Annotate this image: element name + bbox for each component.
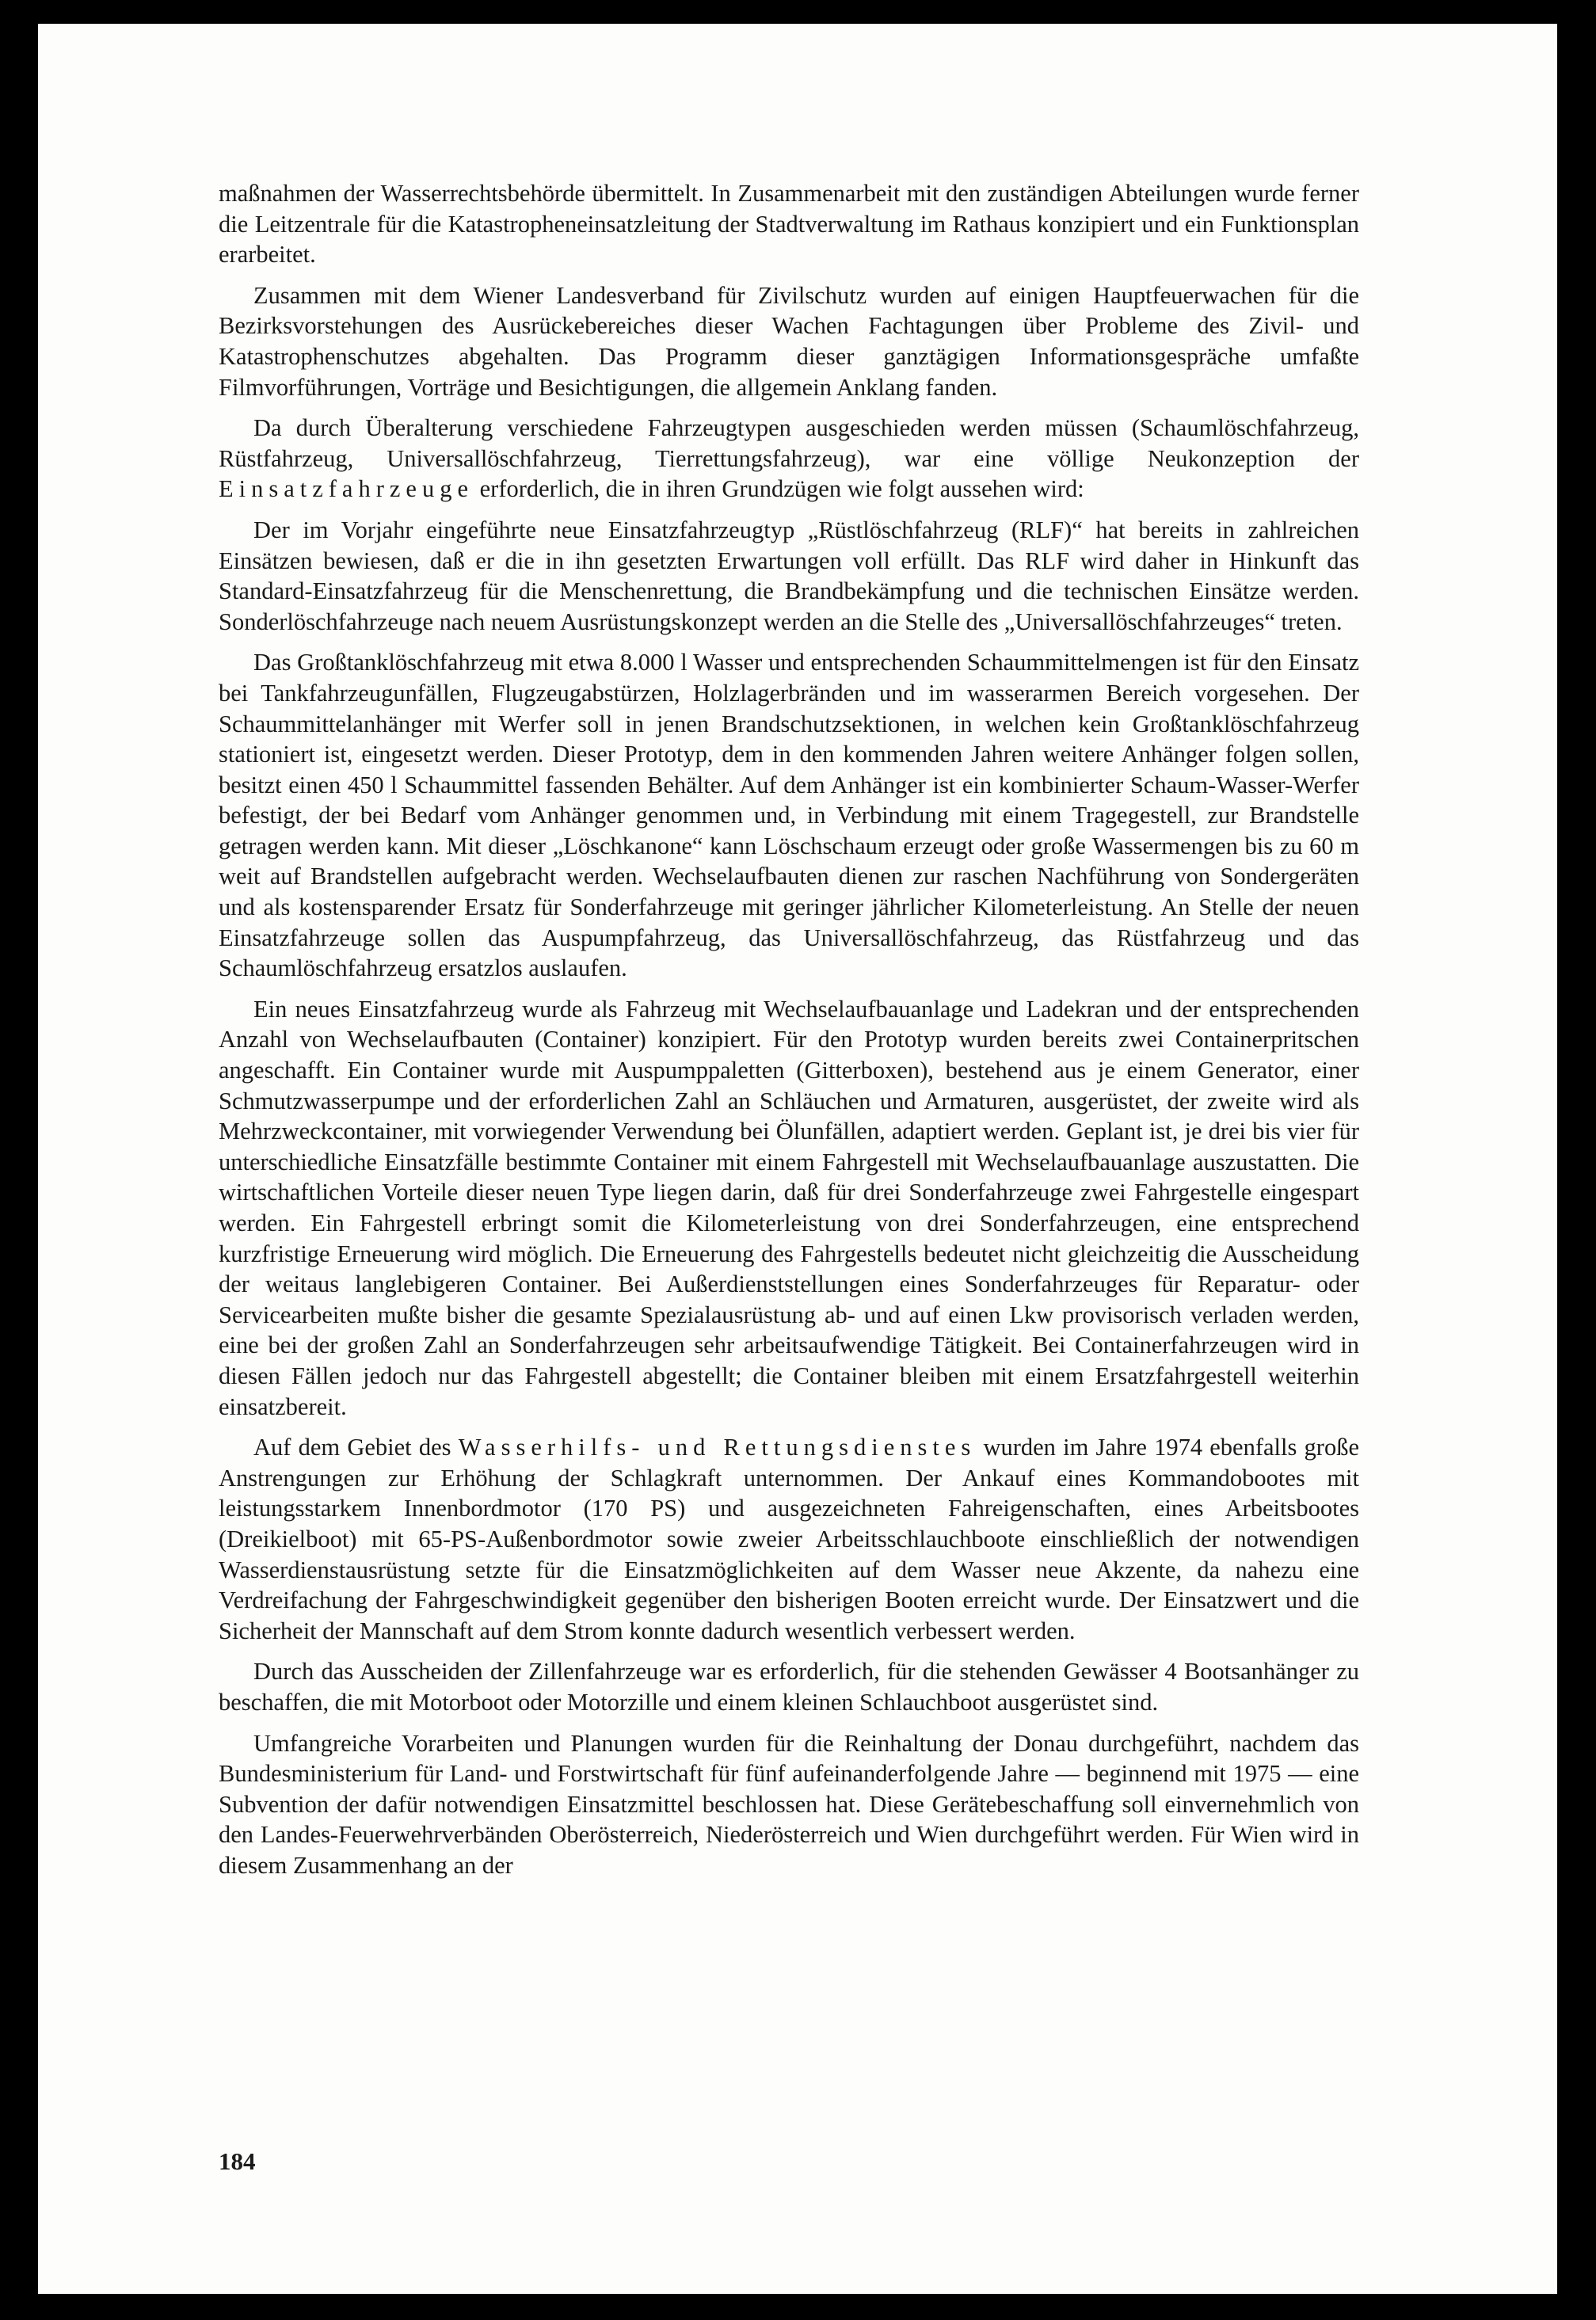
document-page [38,24,1557,2294]
text-run: erforderlich, die in ihren Grundzügen wie folgt aussehen wird: [474,475,1084,503]
text-run: Der im Vorjahr eingeführte neue Einsatzfahrzeugtyp „Rüstlöschfahrzeug (RLF)“ hat bereits in zahlreichen Einsätzen bewiesen, daß er die in ihn gesetzten Erwartungen voll erfüllt. Das RLF wird daher in Hinkunft das Standard-Einsatzfahrzeug für die Menschenrettung, die Brandbekämpfung und die technischen Einsätze werden. Sonderlöschfahrzeuge nach neuem Ausrüstungskonzept werden an die Stelle des „Universallöschfahrzeuges“ treten. [219,516,1359,635]
paragraph [219,1432,1359,1646]
spaced-emphasis: Einsatzfahrzeuge [219,475,474,503]
text-run: Das Großtanklöschfahrzeug mit etwa 8.000 l Wasser und entsprechenden Schaummittelmengen ist für den Einsatz bei Tankfahrzeugunfällen, Flugzeugabstürzen, Holzlagerbränden und im wasserarmen Bereich vorgesehen. Der Schaummittelanhänger mit Werfer soll in jenen Brandschutzsektionen, in welchen kein Großtanklöschfahrzeug stationiert ist, eingesetzt werden. Dieser Prototyp, dem in den kommenden Jahren weitere Anhänger folgen sollen, besitzt einen 450 l Schaummittel fassenden Behälter. Auf dem Anhänger ist ein kombinierter Schaum-Wasser-Werfer befestigt, der bei Bedarf vom Anhänger genommen und, in Verbindung mit einem Tragegestell, zur Brandstelle getragen werden kann. Mit dieser „Löschkanone“ kann Löschschaum erzeugt oder große Wassermengen bis zu 60 m weit auf Brandstellen aufgebracht werden. Wechselaufbauten dienen zur raschen Nachführung von Sondergeräten und als kostensparender Ersatz für Sonderfahrzeuge mit geringer jährlicher Kilometerleistung. An Stelle der neuen Einsatzfahrzeuge sollen das Auspumpfahrzeug, das Universallöschfahrzeug, das Rüstfahrzeug und das Schaumlöschfahrzeug ersatzlos auslaufen. [219,649,1359,982]
paragraph [219,1728,1359,1881]
text-run: Da durch Überalterung verschiedene Fahrzeugtypen ausgeschieden werden müssen (Schaumlöschfahrzeug, Rüstfahrzeug, Universallöschfahrzeug, Tierrettungsfahrzeug), war eine völlige Neukonzeption der [219,414,1359,472]
paragraph [219,647,1359,984]
text-run: wurden im Jahre 1974 ebenfalls große Anstrengungen zur Erhöhung der Schlagkraft unternommen. Der Ankauf eines Kommandobootes mit leistungsstarkem Innenbordmotor (170 PS) und ausgezeichneten Fahreigenschaften, eines Arbeitsbootes (Dreikielboot) mit 65-PS-Außenbordmotor sowie zweier Arbeitsschlauchboote einschließlich der notwendigen Wasserdienstausrüstung setzte für die Einsatzmöglichkeiten auf dem Wasser neue Akzente, da nahezu eine Verdreifachung der Fahrgeschwindigkeit gegenüber den bisherigen Booten erreicht wurde. Der Einsatzwert und die Sicherheit der Mannschaft auf dem Strom konnte dadurch wesentlich verbessert werden. [219,1434,1360,1644]
paragraph [219,1656,1359,1717]
text-run: Auf dem Gebiet des [253,1434,459,1461]
page-number: 184 [219,2147,256,2175]
paragraph [219,994,1359,1422]
spaced-emphasis: Wasserhilfs- und Rettungsdienstes [458,1434,977,1461]
text-run: Durch das Ausscheiden der Zillenfahrzeuge war es erforderlich, für die stehenden Gewässer 4 Bootsanhänger zu beschaffen, die mit Motorboot oder Motorzille und einem kleinen Schlauchboot ausgerüstet sind. [219,1658,1359,1716]
text-run: Zusammen mit dem Wiener Landesverband für Zivilschutz wurden auf einigen Hauptfeuerwachen für die Bezirksvorstehungen des Ausrückebereiches dieser Wachen Fachtagungen über Probleme des Zivil- und Katastrophenschutzes abgehalten. Das Programm dieser ganztägigen Informationsgespräche umfaßte Filmvorführungen, Vorträge und Besichtigungen, die allgemein Anklang fanden. [219,281,1359,401]
paragraph [219,515,1359,637]
text-run: Ein neues Einsatzfahrzeug wurde als Fahrzeug mit Wechselaufbauanlage und Ladekran und der entsprechenden Anzahl von Wechselaufbauten (Container) konzipiert. Für den Prototyp wurden bereits zwei Containerpritschen angeschafft. Ein Container wurde mit Auspumppaletten (Gitterboxen), bestehend aus je einem Generator, einer Schmutzwasserpumpe und der erforderlichen Zahl an Schläuchen und Armaturen, ausgerüstet, der zweite wird als Mehrzweckcontainer, mit vorwiegender Verwendung bei Ölunfällen, adaptiert werden. Geplant ist, je drei bis vier für unterschiedliche Einsatzfälle bestimmte Container mit einem Fahrgestell mit Wechselaufbauanlage auszustatten. Die wirtschaftlichen Vorteile dieser neuen Type liegen darin, daß für drei Sonderfahrzeuge zwei Fahrgestelle eingespart werden. Ein Fahrgestell erbringt somit die Kilometerleistung von drei Sonderfahrzeugen, eine entsprechend kurzfristige Erneuerung wird möglich. Die Erneuerung des Fahrgestells bedeutet nicht gleichzeitig die Ausscheidung der weitaus langlebigeren Container. Bei Außerdienststellungen eines Sonderfahrzeuges für Reparatur- oder Servicearbeiten mußte bisher die gesamte Spezialausrüstung ab- und auf einen Lkw provisorisch verladen werden, eine bei der großen Zahl an Sonderfahrzeugen sehr arbeitsaufwendige Tätigkeit. Bei Containerfahrzeugen wird in diesen Fällen jedoch nur das Fahrgestell abgestellt; die Container bleiben mit einem Ersatzfahrgestell weiterhin einsatzbereit. [219,995,1359,1420]
paragraph [219,280,1359,402]
paragraph [219,413,1359,505]
body-text [219,178,1359,1891]
text-run: Umfangreiche Vorarbeiten und Planungen wurden für die Reinhaltung der Donau durchgeführt, nachdem das Bundesministerium für Land- und Forstwirtschaft für fünf aufeinanderfolgende Jahre — beginnend mit 1975 — eine Subvention der dafür notwendigen Einsatzmittel beschlossen hat. Diese Gerätebeschaffung soll einvernehmlich von den Landes-Feuerwehrverbänden Oberösterreich, Niederösterreich und Wien durchgeführt werden. Für Wien wird in diesem Zusammenhang an der [219,1729,1359,1879]
paragraph [219,178,1359,270]
text-run: maßnahmen der Wasserrechtsbehörde übermittelt. In Zusammenarbeit mit den zuständigen Abteilungen wurde ferner die Leitzentrale für die Katastropheneinsatzleitung der Stadtverwaltung im Rathaus konzipiert und ein Funktionsplan erarbeitet. [219,180,1359,269]
